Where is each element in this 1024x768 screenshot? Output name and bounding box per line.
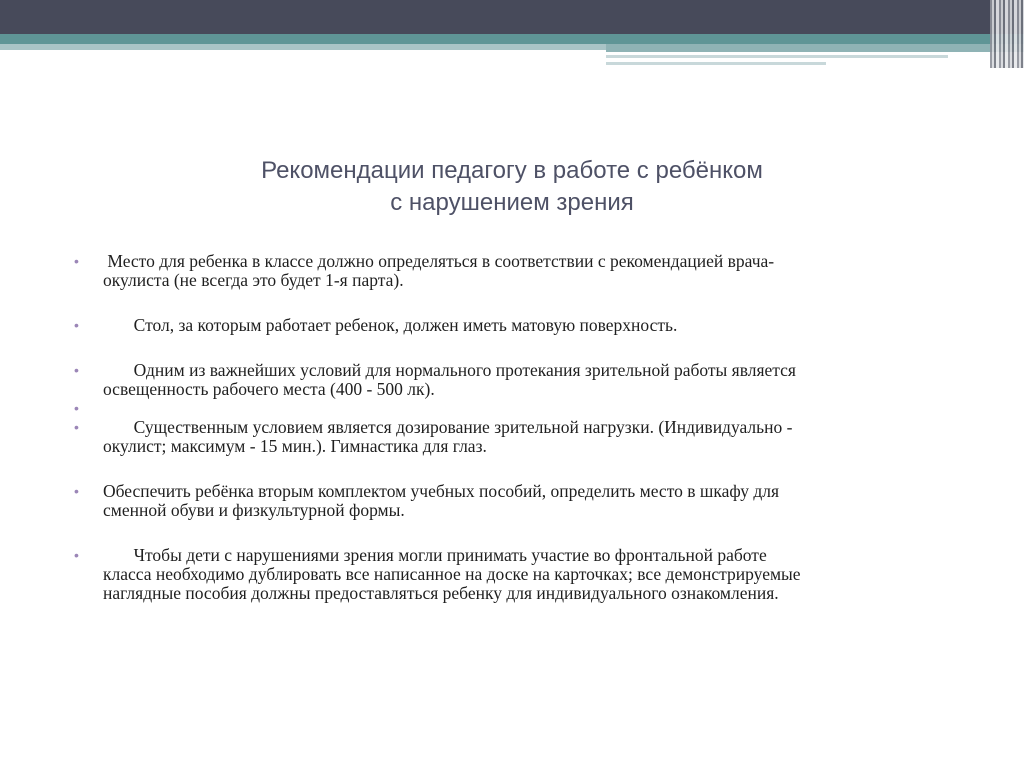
list-item-text: Одним из важнейших условий для нормального протекания зрительной работы является освещенность рабочего места (400 - 500 лк). (103, 360, 796, 399)
list-item-text: Обеспечить ребёнка вторым комплектом учебных пособий, определить место в шкафу для сменной обуви и физкультурной формы. (103, 481, 780, 520)
list-item-text: Стол, за которым работает ребенок, должен иметь матовую поверхность. (103, 315, 678, 335)
header-thin-line (606, 55, 948, 58)
list-item-text (103, 398, 107, 418)
list-item (70, 252, 960, 290)
header-light-band (0, 44, 606, 50)
bullet-list (70, 252, 960, 603)
title-line-2: с нарушением зрения (390, 189, 634, 216)
bullet-icon: • (74, 253, 79, 269)
list-item-text: Чтобы дети с нарушениями зрения могли принимать участие во фронтальной работе класса необходимо дублировать все написанное на доске на карточках; все демонстрируемые наглядные пособия должны предоставляться ребенку для индивидуального ознакомления. (103, 545, 801, 603)
list-item (70, 316, 960, 335)
list-item (70, 482, 960, 520)
header-thin-line (606, 62, 826, 65)
bullet-icon: • (74, 419, 79, 435)
bullet-icon: • (74, 400, 79, 416)
header-teal-band (0, 34, 1024, 44)
list-item-text: Существенным условием является дозирование зрительной нагрузки. (Индивидуально - окулист; максимум - 15 мин.). Гимнастика для глаз. (103, 417, 793, 456)
list-item-text: Место для ребенка в классе должно определяться в соответствии с рекомендацией врача- окулиста (не всегда это будет 1-я парта). (103, 251, 775, 290)
list-item (70, 418, 960, 456)
list-item (70, 399, 960, 418)
title-line-1: Рекомендации педагогу в работе с ребёнком (261, 157, 763, 184)
bullet-icon: • (74, 317, 79, 333)
header-dark-band (0, 0, 1024, 34)
bullet-icon: • (74, 547, 79, 563)
header-light-band-right (606, 44, 1024, 52)
bullet-icon: • (74, 362, 79, 378)
bullet-icon: • (74, 483, 79, 499)
list-item (70, 361, 960, 399)
decorative-stripes (990, 0, 1024, 68)
list-item (70, 546, 960, 603)
slide-title (100, 155, 924, 219)
